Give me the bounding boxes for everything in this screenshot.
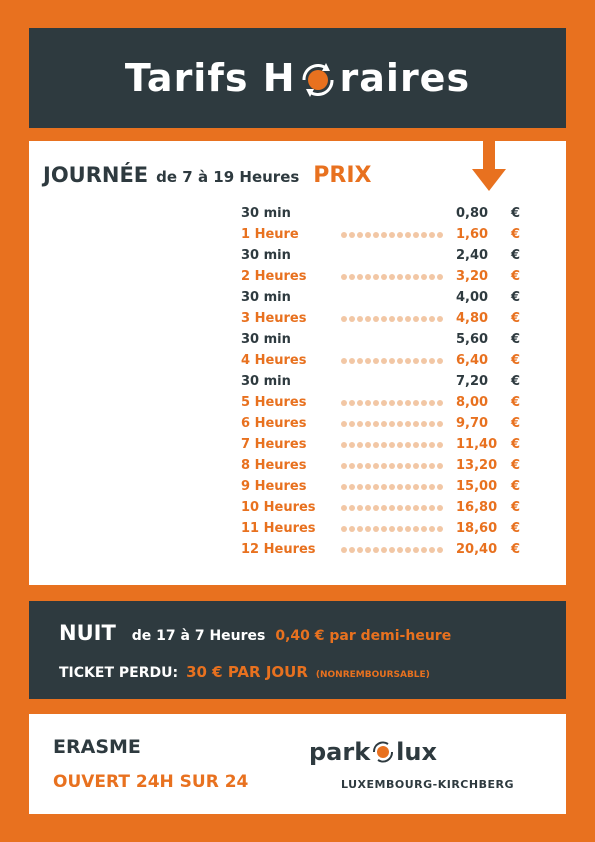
dot [357, 400, 363, 406]
night-rates-panel [29, 601, 566, 699]
dot [437, 463, 443, 469]
dot [421, 526, 427, 532]
dot [397, 232, 403, 238]
night-label: NUIT [59, 621, 116, 645]
rate-row [241, 434, 531, 455]
duration-label: 30 min [241, 290, 291, 305]
price-value: 4,80 [456, 311, 489, 326]
dot [437, 442, 443, 448]
dot [381, 526, 387, 532]
dot [381, 505, 387, 511]
dot [357, 232, 363, 238]
dot [389, 400, 395, 406]
duration-label: 30 min [241, 248, 291, 263]
duration-label: 4 Heures [241, 353, 307, 368]
duration-label: 30 min [241, 332, 291, 347]
dot [437, 316, 443, 322]
dot [389, 442, 395, 448]
dot [365, 421, 371, 427]
dot [437, 526, 443, 532]
dot [429, 232, 435, 238]
dot [341, 358, 347, 364]
dot [437, 232, 443, 238]
dot [341, 505, 347, 511]
dot [381, 421, 387, 427]
dot [405, 505, 411, 511]
parkolux-logo [309, 738, 549, 798]
rate-row [241, 371, 531, 392]
dot [389, 316, 395, 322]
dot [397, 505, 403, 511]
currency-symbol: € [510, 227, 520, 242]
clock-cycle-icon [298, 60, 338, 100]
rate-row [241, 455, 531, 476]
dot [373, 442, 379, 448]
dot [381, 358, 387, 364]
night-rate: 0,40 € par demi-heure [275, 628, 452, 644]
currency-symbol: € [510, 332, 520, 347]
dot [389, 358, 395, 364]
night-line [59, 621, 451, 645]
dot [405, 547, 411, 553]
dot [429, 526, 435, 532]
dot [421, 316, 427, 322]
dot-leader [341, 505, 456, 511]
dot [429, 484, 435, 490]
dot [357, 358, 363, 364]
dot [397, 358, 403, 364]
dot [397, 526, 403, 532]
dot [405, 274, 411, 280]
dot [373, 421, 379, 427]
dot [429, 505, 435, 511]
dot [413, 274, 419, 280]
dot [357, 463, 363, 469]
dot [373, 316, 379, 322]
dot [365, 274, 371, 280]
dot [397, 274, 403, 280]
rate-row [241, 392, 531, 413]
title-left: Tarifs H [124, 56, 296, 100]
duration-label: 6 Heures [241, 416, 307, 431]
currency-symbol: € [510, 437, 520, 452]
rate-row [241, 266, 531, 287]
price-value: 5,60 [456, 332, 489, 347]
dot [357, 526, 363, 532]
dot [437, 421, 443, 427]
duration-label: 12 Heures [241, 542, 316, 557]
duration-label: 3 Heures [241, 311, 307, 326]
dot [405, 400, 411, 406]
duration-label: 11 Heures [241, 521, 316, 536]
dot [349, 463, 355, 469]
rate-row [241, 245, 531, 266]
dot [389, 421, 395, 427]
dot [349, 421, 355, 427]
dot [349, 400, 355, 406]
rate-row [241, 287, 531, 308]
dot [373, 484, 379, 490]
duration-label: 10 Heures [241, 500, 316, 515]
brand-cycle-icon [371, 740, 395, 764]
dot [373, 526, 379, 532]
dot [421, 358, 427, 364]
price-value: 15,00 [456, 479, 498, 494]
dot [421, 400, 427, 406]
dot [341, 547, 347, 553]
price-value: 4,00 [456, 290, 489, 305]
dot [381, 442, 387, 448]
dot-leader [341, 400, 456, 406]
rate-row [241, 497, 531, 518]
dot [429, 358, 435, 364]
dot [437, 358, 443, 364]
price-value: 9,70 [456, 416, 489, 431]
dot [341, 316, 347, 322]
dot [349, 484, 355, 490]
dot [421, 421, 427, 427]
dot [389, 505, 395, 511]
dot [341, 274, 347, 280]
rate-row [241, 539, 531, 560]
day-heading [43, 163, 372, 188]
dot [421, 232, 427, 238]
duration-label: 1 Heure [241, 227, 299, 242]
dot [413, 421, 419, 427]
dot [389, 463, 395, 469]
dot [405, 526, 411, 532]
opening-hours: OUVERT 24H SUR 24 [53, 772, 249, 792]
price-value: 11,40 [456, 437, 498, 452]
dot [365, 232, 371, 238]
dot [357, 274, 363, 280]
title-right: raires [339, 56, 471, 100]
day-hours: de 7 à 19 Heures [156, 168, 300, 186]
dot [421, 463, 427, 469]
dot [373, 547, 379, 553]
currency-symbol: € [510, 248, 520, 263]
dot [349, 505, 355, 511]
price-value: 3,20 [456, 269, 489, 284]
dot [349, 316, 355, 322]
currency-symbol: € [510, 458, 520, 473]
dot [341, 463, 347, 469]
dot-leader [341, 526, 456, 532]
price-value: 18,60 [456, 521, 498, 536]
duration-label: 8 Heures [241, 458, 307, 473]
dot [429, 463, 435, 469]
location-panel [29, 714, 566, 814]
currency-symbol: € [510, 290, 520, 305]
currency-symbol: € [510, 500, 520, 515]
dot [357, 505, 363, 511]
dot [341, 526, 347, 532]
dot-leader [341, 442, 456, 448]
duration-label: 30 min [241, 374, 291, 389]
dot [405, 442, 411, 448]
dot [437, 274, 443, 280]
dot [381, 484, 387, 490]
location-name: ERASME [53, 736, 141, 758]
dot [349, 358, 355, 364]
currency-symbol: € [510, 479, 520, 494]
dot [437, 547, 443, 553]
dot [413, 358, 419, 364]
price-value: 8,00 [456, 395, 489, 410]
dot [405, 232, 411, 238]
duration-label: 5 Heures [241, 395, 307, 410]
dot [405, 358, 411, 364]
currency-symbol: € [510, 521, 520, 536]
dot [381, 274, 387, 280]
rate-row [241, 224, 531, 245]
dot-leader [341, 358, 456, 364]
dot [397, 421, 403, 427]
dot [389, 547, 395, 553]
dot [389, 484, 395, 490]
dot [389, 274, 395, 280]
currency-symbol: € [510, 353, 520, 368]
dot [349, 274, 355, 280]
dot [429, 316, 435, 322]
dot [405, 316, 411, 322]
dot-leader [341, 232, 456, 238]
brand-right: lux [396, 738, 437, 766]
dot [381, 316, 387, 322]
dot [381, 232, 387, 238]
dot [397, 400, 403, 406]
dot [381, 400, 387, 406]
dot-leader [341, 547, 456, 553]
rate-row [241, 203, 531, 224]
dot [421, 274, 427, 280]
arrow-down-icon [472, 141, 506, 193]
dot [365, 400, 371, 406]
dot [413, 232, 419, 238]
rate-row [241, 518, 531, 539]
dot [365, 526, 371, 532]
dot [437, 484, 443, 490]
dot [357, 316, 363, 322]
dot [413, 505, 419, 511]
dot [437, 505, 443, 511]
price-heading: PRIX [313, 163, 372, 188]
dot [349, 547, 355, 553]
dot [373, 400, 379, 406]
dot [421, 547, 427, 553]
dot [413, 526, 419, 532]
dot [389, 232, 395, 238]
price-value: 1,60 [456, 227, 489, 242]
currency-symbol: € [510, 269, 520, 284]
duration-label: 2 Heures [241, 269, 307, 284]
dot [421, 442, 427, 448]
dot [413, 316, 419, 322]
dot [381, 463, 387, 469]
day-label: JOURNÉE [43, 163, 149, 187]
rate-row [241, 413, 531, 434]
duration-label: 30 min [241, 206, 291, 221]
dot [381, 547, 387, 553]
dot [413, 484, 419, 490]
dot [429, 421, 435, 427]
lost-ticket-line [59, 663, 430, 681]
title-banner [29, 28, 566, 128]
dot [437, 400, 443, 406]
rate-row [241, 308, 531, 329]
price-value: 0,80 [456, 206, 489, 221]
dot [357, 484, 363, 490]
dot [429, 547, 435, 553]
dot [421, 484, 427, 490]
dot [341, 400, 347, 406]
dot [341, 442, 347, 448]
dot [365, 547, 371, 553]
dot [365, 358, 371, 364]
dot [349, 232, 355, 238]
brand-left: park [309, 738, 371, 766]
price-value: 6,40 [456, 353, 489, 368]
dot [349, 442, 355, 448]
dot-leader [341, 484, 456, 490]
dot [429, 442, 435, 448]
price-value: 20,40 [456, 542, 498, 557]
dot [429, 400, 435, 406]
lost-ticket-price: 30 € PAR JOUR [186, 663, 308, 681]
day-rates-panel [29, 141, 566, 585]
dot [397, 463, 403, 469]
price-value: 2,40 [456, 248, 489, 263]
dot-leader [341, 316, 456, 322]
dot [421, 505, 427, 511]
currency-symbol: € [510, 206, 520, 221]
rate-table [241, 203, 531, 560]
dot [373, 463, 379, 469]
rate-row [241, 476, 531, 497]
dot [357, 547, 363, 553]
duration-label: 9 Heures [241, 479, 307, 494]
dot [397, 442, 403, 448]
dot-leader [341, 274, 456, 280]
night-hours: de 17 à 7 Heures [131, 628, 266, 644]
rate-row [241, 329, 531, 350]
dot [397, 484, 403, 490]
dot [357, 442, 363, 448]
dot [373, 274, 379, 280]
currency-symbol: € [510, 395, 520, 410]
dot [341, 484, 347, 490]
dot [365, 316, 371, 322]
dot [341, 232, 347, 238]
dot [389, 526, 395, 532]
dot [365, 484, 371, 490]
lost-ticket-label: TICKET PERDU: [59, 665, 179, 681]
duration-label: 7 Heures [241, 437, 307, 452]
dot [413, 400, 419, 406]
currency-symbol: € [510, 374, 520, 389]
dot [357, 421, 363, 427]
brand-subtitle: LUXEMBOURG-KIRCHBERG [341, 778, 514, 791]
dot [397, 316, 403, 322]
page-title [125, 56, 470, 100]
price-value: 16,80 [456, 500, 498, 515]
rate-row [241, 350, 531, 371]
dot-leader [341, 463, 456, 469]
price-value: 7,20 [456, 374, 489, 389]
price-value: 13,20 [456, 458, 498, 473]
dot [365, 442, 371, 448]
dot [397, 547, 403, 553]
dot [413, 463, 419, 469]
currency-symbol: € [510, 542, 520, 557]
dot [373, 505, 379, 511]
dot [365, 505, 371, 511]
dot [405, 463, 411, 469]
dot [341, 421, 347, 427]
dot [429, 274, 435, 280]
currency-symbol: € [510, 311, 520, 326]
currency-symbol: € [510, 416, 520, 431]
dot [413, 547, 419, 553]
dot [373, 358, 379, 364]
dot [373, 232, 379, 238]
dot [405, 421, 411, 427]
dot [349, 526, 355, 532]
lost-ticket-note: (NONREMBOURSABLE) [315, 670, 430, 680]
dot [413, 442, 419, 448]
dot [365, 463, 371, 469]
dot-leader [341, 421, 456, 427]
dot [405, 484, 411, 490]
